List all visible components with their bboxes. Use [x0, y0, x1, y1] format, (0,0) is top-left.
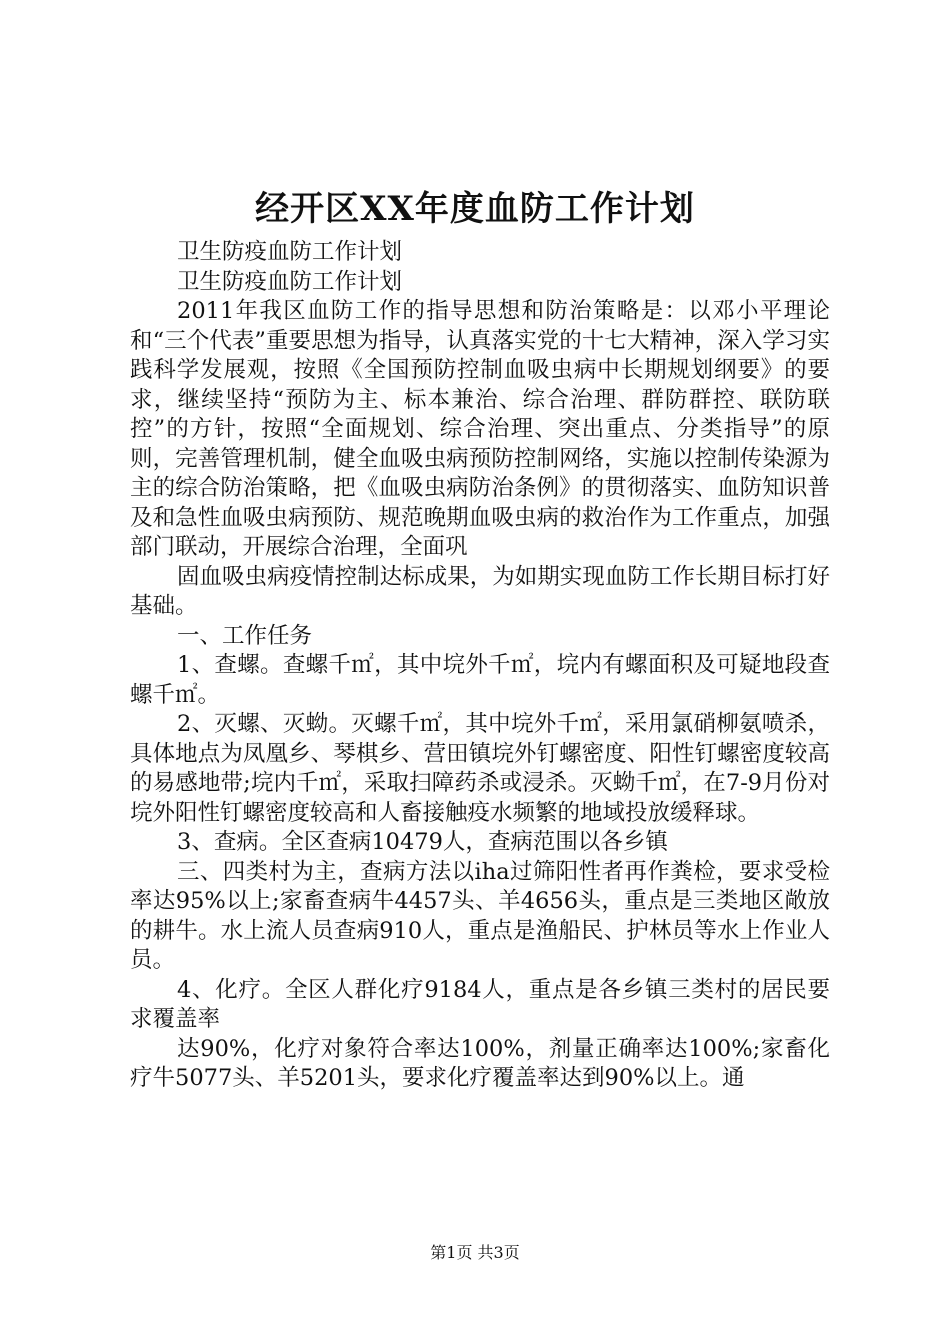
- paragraph-consolidation: 固血吸虫病疫情控制达标成果，为如期实现血防工作长期目标打好基础。: [130, 563, 830, 619]
- document-body: [130, 238, 830, 1094]
- paragraph-snail-elimination: 2、灭螺、灭蚴。灭螺千㎡，其中垸外千㎡，采用氯硝柳氨喷杀，具体地点为凤凰乡、琴棋乡、营田镇垸外钉螺密度、阳性钉螺密度较高的易感地带;垸内千㎡，采取扫障药杀或浸杀。灭蚴千㎡，在7-9月份对垸外阳性钉螺密度较高和人畜接触疫水频繁的地域投放缓释球。: [130, 711, 830, 826]
- paragraph-snail-survey: 1、查螺。查螺千㎡，其中垸外千㎡，垸内有螺面积及可疑地段查螺千㎡。: [130, 652, 830, 708]
- paragraph-guiding-principles: 2011年我区血防工作的指导思想和防治策略是：以邓小平理论和“三个代表”重要思想为指导，认真落实党的十七大精神，深入学习实践科学发展观，按照《全国预防控制血吸虫病中长期规划纲要》的要求，继续坚持“预防为主、标本兼治、综合治理、群防群控、联防联控”的方针，按照“全面规划、综合治理、突出重点、分类指导”的原则，完善管理机制，健全血吸虫病预防控制网络，实施以控制传染源为主的综合防治策略，把《血吸虫病防治条例》的贯彻落实、血防知识普及和急性血吸虫病预防、规范晚期血吸虫病的救治作为工作重点，加强部门联动，开展综合治理，全面巩: [130, 298, 830, 560]
- document-title: 经开区XX年度血防工作计划: [255, 189, 695, 229]
- page-footer: 第1页 共3页: [430, 1243, 520, 1262]
- subtitle-line-2: 卫生防疫血防工作计划: [177, 268, 403, 295]
- paragraph-chemotherapy-cont: 达90%，化疗对象符合率达100%，剂量正确率达100%;家畜化疗牛5077头、羊5201头，要求化疗覆盖率达到90%以上。通: [130, 1035, 830, 1091]
- subtitle-line-1: 卫生防疫血防工作计划: [177, 239, 403, 265]
- paragraph-disease-check-cont: 三、四类村为主，查病方法以iha过筛阳性者再作粪检，要求受检率达95%以上;家畜查病牛4457头、羊4656头，重点是三类地区敞放的耕牛。水上流人员查病910人，重点是渔船民、护林员等水上作业人员。: [130, 858, 830, 973]
- paragraph-disease-check: 3、查病。全区查病10479人，查病范围以各乡镇: [177, 829, 668, 855]
- section-heading-tasks: 一、工作任务: [177, 622, 313, 649]
- paragraph-chemotherapy: 4、化疗。全区人群化疗9184人，重点是各乡镇三类村的居民要求覆盖率: [130, 976, 830, 1032]
